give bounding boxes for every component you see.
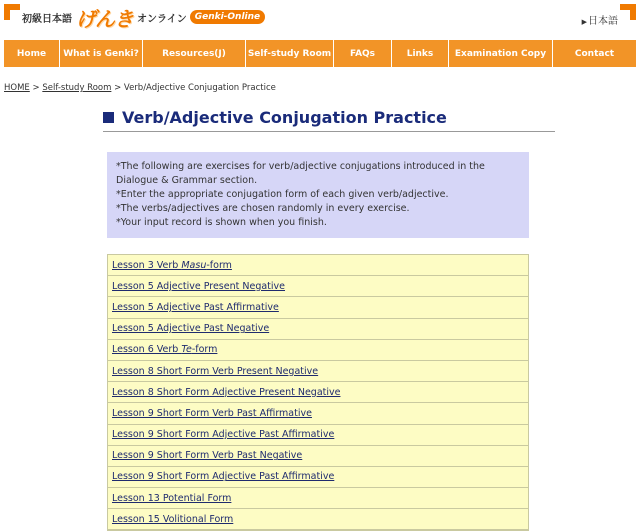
page-title-text: Verb/Adjective Conjugation Practice [122, 108, 447, 127]
lesson-link-6-te-form[interactable]: Lesson 6 Verb Te-form [112, 344, 218, 356]
nav-contact[interactable]: Contact [553, 40, 636, 67]
lesson-row [108, 297, 528, 318]
nav-what-is-genki[interactable]: What is Genki? [60, 40, 143, 67]
language-switch-link[interactable] [582, 12, 618, 27]
lesson-link-15-volitional[interactable]: Lesson 15 Volitional Form [112, 513, 234, 525]
lesson-row [108, 276, 528, 297]
lesson-link-9-verb-past-affirmative[interactable]: Lesson 9 Short Form Verb Past Affirmative [112, 407, 312, 419]
lesson-link-8-verb-present-negative[interactable]: Lesson 8 Short Form Verb Present Negative [112, 365, 319, 377]
triangle-right-icon: ▶ [581, 18, 587, 26]
lesson-row [108, 319, 528, 340]
lesson-link-9-verb-past-negative[interactable]: Lesson 9 Short Form Verb Past Negative [112, 450, 303, 462]
lesson-row [108, 467, 528, 488]
site-header [22, 6, 265, 31]
breadcrumb-home-link[interactable]: HOME [4, 83, 30, 93]
lesson-row [108, 255, 528, 276]
square-bullet-icon [103, 112, 114, 123]
corner-decoration-right-icon [620, 4, 636, 20]
lesson-row [108, 382, 528, 403]
instruction-line: *Enter the appropriate conjugation form of each given verb/adjective. [116, 189, 449, 200]
lesson-row [108, 446, 528, 467]
instructions-box [107, 152, 529, 238]
lesson-row [108, 488, 528, 509]
genki-online-badge: Genki-Online [190, 10, 265, 24]
corner-decoration-left-icon [4, 4, 20, 20]
lesson-row [108, 340, 528, 361]
language-switch-label: 日本語 [588, 16, 618, 27]
nav-home[interactable]: Home [4, 40, 60, 67]
lesson-link-9-adj-past-affirmative-2[interactable]: Lesson 9 Short Form Adjective Past Affirmative [112, 471, 335, 483]
lesson-link-5-adj-past-affirmative[interactable]: Lesson 5 Adjective Past Affirmative [112, 301, 279, 313]
breadcrumb-separator: > [111, 83, 124, 93]
main-navigation [4, 40, 636, 67]
instruction-line: *Your input record is shown when you finish. [116, 217, 327, 228]
lesson-link-5-adj-past-negative[interactable]: Lesson 5 Adjective Past Negative [112, 323, 270, 335]
lesson-row [108, 509, 528, 530]
lesson-list [107, 254, 529, 531]
lesson-link-3-masu[interactable]: Lesson 3 Verb Masu-form [112, 259, 232, 271]
site-subtitle: 初級日本語 [22, 13, 72, 25]
lesson-link-9-adj-past-affirmative[interactable]: Lesson 9 Short Form Adjective Past Affirmative [112, 429, 335, 441]
instruction-line: *The verbs/adjectives are chosen randomly in every exercise. [116, 203, 410, 214]
lesson-row [108, 425, 528, 446]
breadcrumb-separator: > [29, 83, 43, 93]
online-label: オンライン [137, 13, 187, 25]
nav-links[interactable]: Links [392, 40, 449, 67]
lesson-link-5-adj-present-negative[interactable]: Lesson 5 Adjective Present Negative [112, 280, 286, 292]
lesson-row [108, 403, 528, 424]
page-title [103, 108, 555, 132]
breadcrumb-self-study-link[interactable]: Self-study Room [42, 83, 112, 93]
nav-self-study-room[interactable]: Self-study Room [246, 40, 334, 67]
lesson-link-8-adj-present-negative[interactable]: Lesson 8 Short Form Adjective Present Negative [112, 386, 341, 398]
instruction-line: *The following are exercises for verb/adjective conjugations introduced in the Dialogue & Grammar section. [116, 161, 485, 186]
lesson-link-13-potential[interactable]: Lesson 13 Potential Form [112, 492, 232, 504]
breadcrumb-current: Verb/Adjective Conjugation Practice [123, 83, 276, 93]
breadcrumb [4, 83, 276, 93]
nav-examination-copy[interactable]: Examination Copy [449, 40, 553, 67]
nav-faqs[interactable]: FAQs [334, 40, 392, 67]
nav-resources[interactable]: Resources(J) [143, 40, 246, 67]
genki-logo[interactable]: げんき [76, 6, 133, 31]
lesson-row [108, 361, 528, 382]
